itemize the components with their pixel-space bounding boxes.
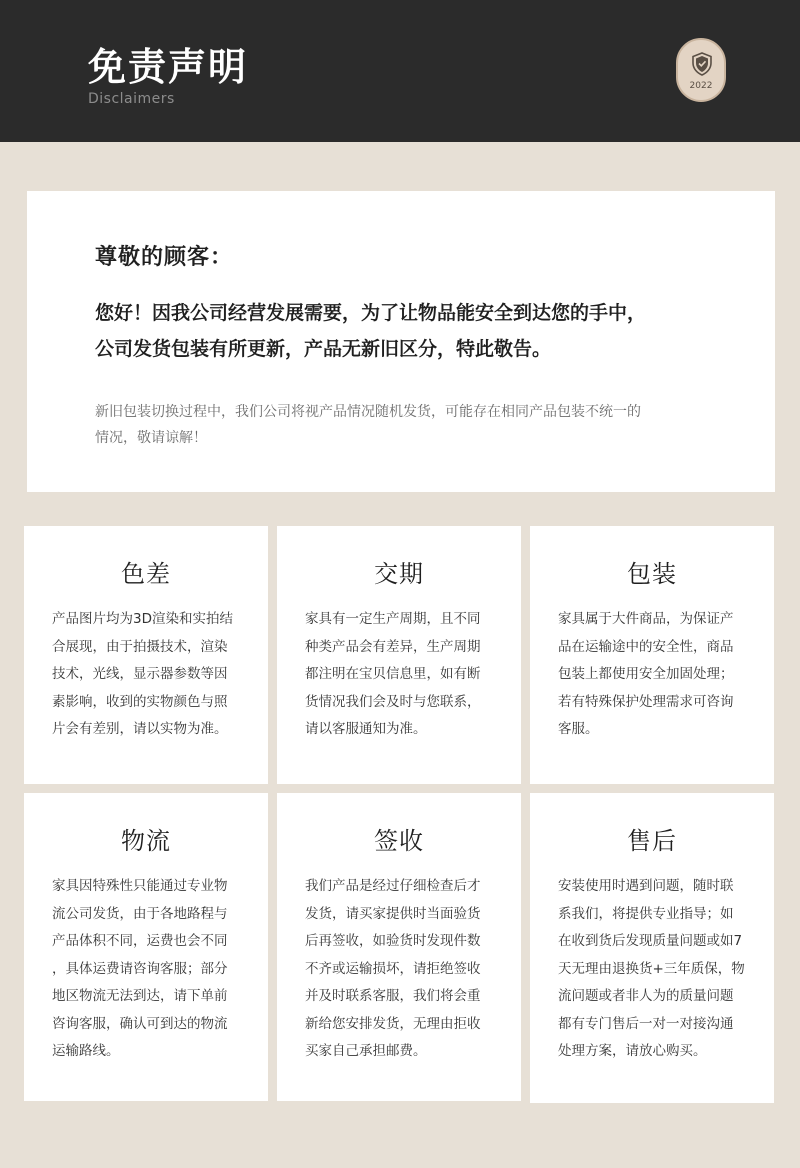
badge-year: 2022 [689, 81, 713, 91]
card-text-line: 技术，光线，显示器参数等因 [52, 666, 228, 682]
header-bar [0, 0, 800, 142]
notice-body-line: 您好！因我公司经营发展需要，为了让物品能安全到达您的手中， [95, 302, 647, 324]
card-text-line: 运输路线。 [52, 1043, 120, 1059]
card-text-line: 片会有差别，请以实物为准。 [52, 721, 228, 737]
card-text [52, 873, 248, 1066]
card-text-line: 发货，请买家提供时当面验货 [305, 905, 481, 922]
card-title: 色差 [121, 560, 171, 588]
card-after-sales [530, 793, 774, 1103]
card-text-line: 系我们，将提供专业指导；如 [558, 905, 734, 922]
shield-check-icon [691, 52, 713, 76]
card-title: 交期 [374, 560, 424, 588]
card-title: 售后 [627, 827, 677, 855]
card-text-line: 都注明在宝贝信息里，如有断 [305, 666, 481, 682]
page-subtitle: Disclaimers [88, 91, 175, 107]
card-text-line: 家具因特殊性只能通过专业物 [52, 878, 228, 894]
notice-note-line: 情况，敬请谅解！ [95, 430, 207, 446]
card-title: 签收 [374, 827, 424, 855]
card-title: 包装 [627, 560, 677, 588]
card-title: 物流 [121, 827, 171, 855]
card-text-line: 货情况我们会及时与您联系， [305, 693, 481, 710]
card-text-line: 并及时联系客服，我们将会重 [305, 988, 481, 1004]
card-text-line: 家具有一定生产周期，且不同 [305, 611, 481, 627]
card-text-line: 素影响，收到的实物颜色与照 [52, 693, 228, 710]
year-badge [676, 38, 726, 102]
card-signing [277, 793, 521, 1101]
notice-note [95, 399, 695, 451]
card-delivery-time [277, 526, 521, 784]
card-text-line: 流公司发货，由于各地路程与 [52, 905, 228, 922]
notice-body [95, 295, 735, 367]
card-text-line: 合展现，由于拍摄技术，渲染 [52, 638, 228, 655]
card-text-line: 地区物流无法到达，请下单前 [52, 988, 228, 1004]
card-text-line: 买家自己承担邮费。 [305, 1043, 427, 1059]
card-logistics [24, 793, 268, 1101]
card-text-line: 流问题或者非人为的质量问题 [558, 988, 734, 1004]
card-text [305, 606, 501, 744]
card-text-line: 我们产品是经过仔细检查后才 [305, 878, 481, 894]
notice-panel [27, 191, 775, 492]
card-text [305, 873, 501, 1066]
notice-greeting: 尊敬的顾客： [95, 245, 234, 270]
page-title: 免责声明 [88, 45, 249, 89]
card-text-line: 都有专门售后一对一对接沟通 [558, 1015, 734, 1032]
card-text-line: 品在运输途中的安全性，商品 [558, 638, 734, 655]
card-text-line: 新给您安排发货，无理由拒收 [305, 1015, 481, 1032]
card-text-line: 在收到货后发现质量问题或如7 [558, 933, 743, 949]
card-text-line: 客服。 [558, 721, 599, 737]
card-text-line: 后再签收，如验货时发现件数 [305, 933, 481, 949]
notice-note-line: 新旧包装切换过程中，我们公司将视产品情况随机发货，可能存在相同产品包装不统一的 [95, 404, 641, 420]
card-text [558, 873, 754, 1066]
card-text-line: 产品体积不同，运费也会不同 [52, 933, 228, 949]
notice-body-line: 公司发货包装有所更新，产品无新旧区分，特此敬告。 [95, 338, 552, 360]
card-text-line: 天无理由退换货+三年质保，物 [558, 960, 745, 977]
card-color-difference [24, 526, 268, 784]
card-text-line: 请以客服通知为准。 [305, 721, 427, 737]
card-text-line: 家具属于大件商品，为保证产 [558, 611, 734, 627]
card-text-line: ，具体运费请咨询客服；部分 [52, 960, 228, 977]
card-text-line: 咨询客服，确认可到达的物流 [52, 1015, 228, 1032]
card-text-line: 不齐或运输损坏，请拒绝签收 [305, 960, 481, 977]
card-text [558, 606, 754, 744]
card-text-line: 安装使用时遇到问题，随时联 [558, 878, 734, 894]
card-text-line: 包装上都使用安全加固处理； [558, 666, 734, 682]
card-text-line: 产品图片均为3D渲染和实拍结 [52, 611, 233, 627]
card-text-line: 处理方案，请放心购买。 [558, 1043, 707, 1059]
card-text-line: 若有特殊保护处理需求可咨询 [558, 693, 734, 710]
card-text-line: 种类产品会有差异，生产周期 [305, 638, 481, 655]
card-text [52, 606, 248, 744]
card-packaging [530, 526, 774, 784]
